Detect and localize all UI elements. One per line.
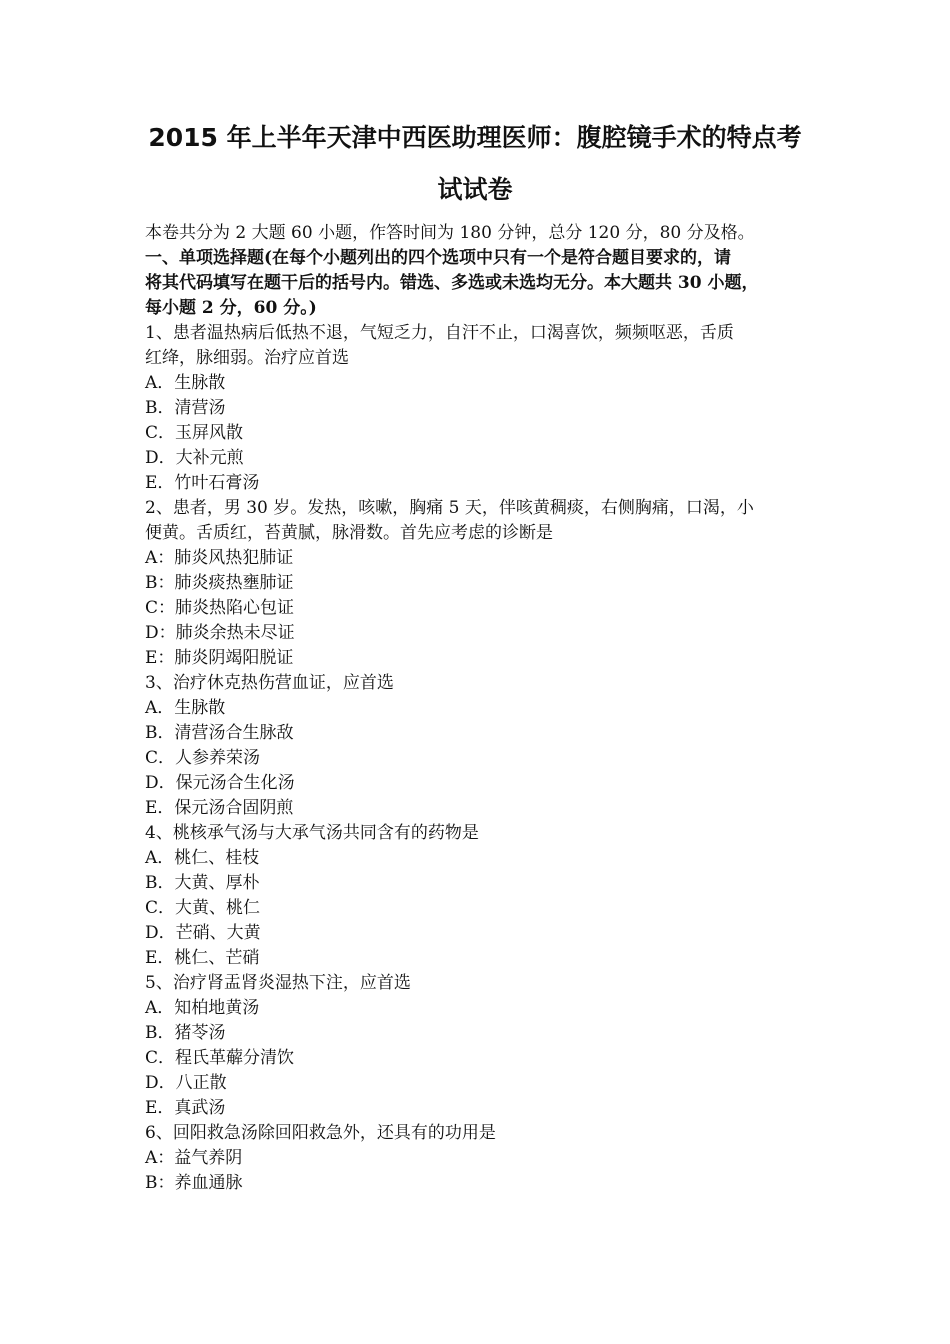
question-4-option-c: C．大黄、桃仁 (145, 898, 261, 918)
question-3-option-c: C．人参养荣汤 (145, 748, 261, 768)
section-heading-line-2: 将其代码填写在题干后的括号内。错选、多选或未选均无分。本大题共 30 小题， (145, 273, 759, 293)
question-5-option-d: D．八正散 (145, 1073, 227, 1093)
question-1-option-e: E．竹叶石膏汤 (145, 473, 260, 493)
question-3-stem: 3、治疗休克热伤营血证，应首选 (145, 673, 394, 693)
question-1-option-d: D．大补元煎 (145, 448, 244, 468)
section-heading-line-1: 一、单项选择题(在每个小题列出的四个选项中只有一个是符合题目要求的，请 (145, 248, 732, 268)
document-body (145, 221, 813, 1196)
question-6-stem: 6、回阳救急汤除回阳救急外，还具有的功用是 (145, 1123, 496, 1143)
question-2-option-c: C：肺炎热陷心包证 (145, 598, 295, 618)
question-1-stem-line-1: 1、患者温热病后低热不退，气短乏力，自汗不止，口渴喜饮，频频呕恶，舌质 (145, 323, 734, 343)
section-heading-line-3: 每小题 2 分，60 分。) (145, 298, 317, 318)
question-2-stem-line-1: 2、患者，男 30 岁。发热，咳嗽，胸痛 5 天，伴咳黄稠痰，右侧胸痛，口渴，小 (145, 498, 754, 518)
question-3-option-a: A．生脉散 (145, 698, 226, 718)
question-5-option-e: E．真武汤 (145, 1098, 226, 1118)
title-line-1: 2015 年上半年天津中西医助理医师：腹腔镜手术的特点考 (148, 123, 802, 152)
question-5-option-b: B．猪苓汤 (145, 1023, 226, 1043)
question-5-stem: 5、治疗肾盂肾炎湿热下注，应首选 (145, 973, 411, 993)
question-4-option-e: E．桃仁、芒硝 (145, 948, 260, 968)
question-4-option-b: B．大黄、厚朴 (145, 873, 260, 893)
title-line-2: 试试卷 (437, 175, 513, 204)
question-4-option-a: A．桃仁、桂枝 (145, 848, 260, 868)
question-6-option-b: B：养血通脉 (145, 1173, 243, 1193)
question-4-option-d: D．芒硝、大黄 (145, 923, 261, 943)
question-2-option-b: B：肺炎痰热壅肺证 (145, 573, 294, 593)
question-3-option-e: E．保元汤合固阴煎 (145, 798, 294, 818)
question-1-option-b: B．清营汤 (145, 398, 226, 418)
question-2-option-a: A：肺炎风热犯肺证 (145, 548, 294, 568)
question-2-option-d: D：肺炎余热未尽证 (145, 623, 295, 643)
question-1-stem-line-2: 红绛，脉细弱。治疗应首选 (145, 348, 349, 368)
question-3-option-b: B．清营汤合生脉敌 (145, 723, 294, 743)
question-5-option-a: A．知柏地黄汤 (145, 998, 260, 1018)
question-1-option-a: A．生脉散 (145, 373, 226, 393)
question-5-option-c: C．程氏革薢分清饮 (145, 1048, 295, 1068)
question-3-option-d: D．保元汤合生化汤 (145, 773, 295, 793)
question-2-stem-line-2: 便黄。舌质红，苔黄腻，脉滑数。首先应考虑的诊断是 (145, 523, 553, 543)
question-2-option-e: E：肺炎阴竭阳脱证 (145, 648, 294, 668)
document-title (120, 112, 830, 216)
question-4-stem: 4、桃核承气汤与大承气汤共同含有的药物是 (145, 823, 479, 843)
question-1-option-c: C．玉屏风散 (145, 423, 244, 443)
question-6-option-a: A：益气养阴 (145, 1148, 243, 1168)
exam-intro: 本卷共分为 2 大题 60 小题，作答时间为 180 分钟，总分 120 分，80 分及格。 (145, 223, 755, 243)
